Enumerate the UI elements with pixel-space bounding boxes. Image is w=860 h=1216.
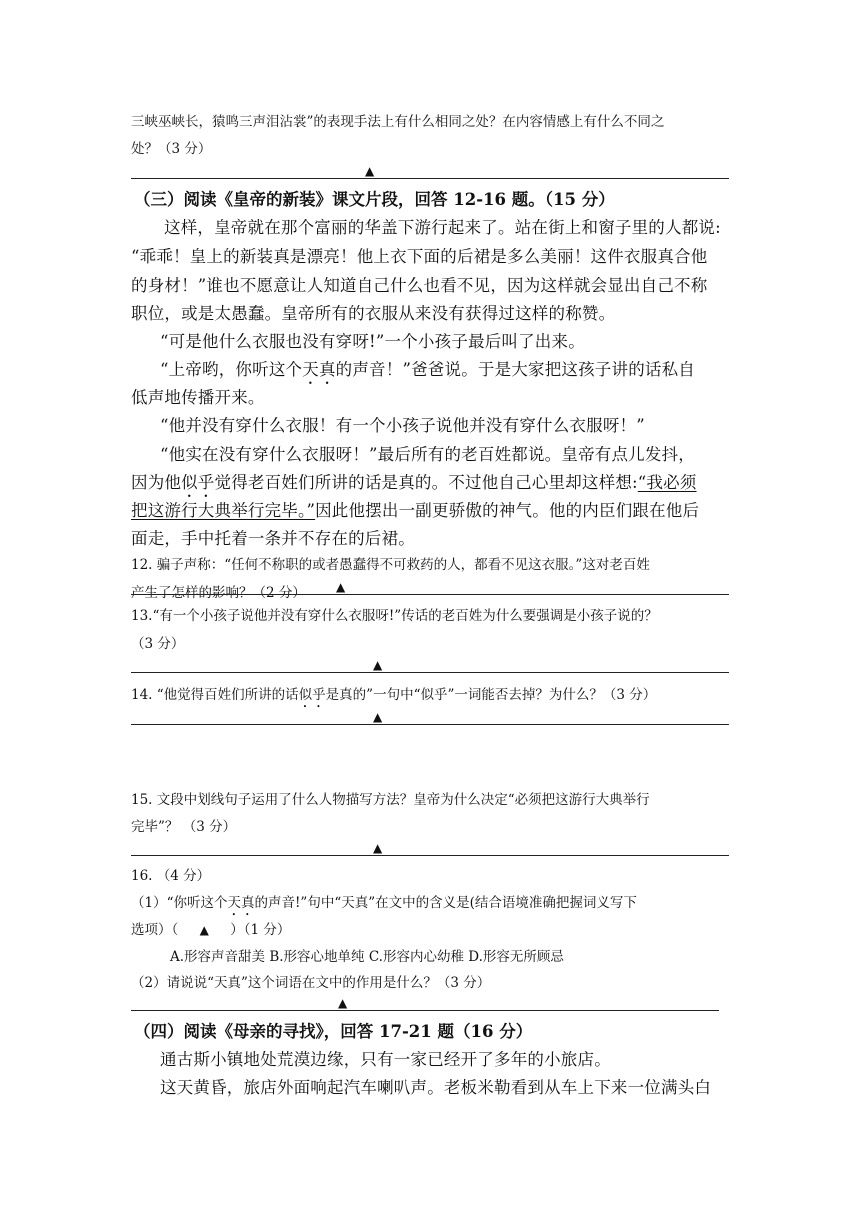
- question-text: 14. “他觉得百姓们所讲的话: [131, 687, 299, 703]
- answer-triangle-icon: ▲: [336, 580, 346, 594]
- answer-triangle-icon: ▲: [373, 841, 383, 855]
- passage-text: “上帝哟，你听这个: [160, 360, 303, 379]
- question-12-line-1: 12. 骗子声称：“任何不称职的或者愚蠢得不可救药的人，都看不见这衣服。”这对老百姓: [131, 557, 650, 573]
- answer-triangle-icon: ▲: [338, 996, 348, 1010]
- answer-triangle-icon[interactable]: ▲: [199, 923, 209, 937]
- question-12-line-2: 产生了怎样的影响？（2 分）: [131, 585, 306, 601]
- answer-triangle-icon: ▲: [373, 658, 383, 672]
- question-13-line-1: 13.“有一个小孩子说他并没有穿什么衣服呀!”传话的老百姓为什么要强调是小孩子说的？: [131, 608, 658, 624]
- passage-line: 通古斯小镇地处荒漠边缘，只有一家已经开了多年的小旅店。: [160, 1050, 611, 1069]
- answer-line[interactable]: [131, 1010, 719, 1011]
- passage-line: 这样，皇帝就在那个富丽的华盖下游行起来了。站在街上和窗子里的人都说:: [164, 218, 721, 237]
- question-16-part-1: [131, 891, 637, 919]
- section-3-heading: （三）阅读《皇帝的新装》课文片段，回答 12-16 题。（15 分）: [134, 190, 615, 209]
- passage-line: 面走，手中托着一条并不存在的后裙。: [131, 529, 415, 548]
- question-16-options: A.形容声音甜美 B.形容心地单纯 C.形容内心幼稚 D.形容无所顾忌: [170, 949, 564, 965]
- question-text: ）（1 分）: [230, 922, 291, 938]
- question-text: 的声音!”句中“天真”在文中的含义是(结合语境准确把握词义写下: [254, 895, 637, 911]
- question-16-part-2: （2）请说说“天真”这个词语在文中的作用是什么？（3 分）: [131, 975, 491, 991]
- section-4-heading: （四）阅读《母亲的寻找》，回答 17-21 题（16 分）: [134, 1022, 533, 1041]
- question-continuation-line-1: 三峡巫峡长，猿鸣三声泪沾裳”的表现手法上有什么相同之处？在内容情感上有什么不同之: [131, 114, 665, 130]
- answer-line[interactable]: [131, 672, 729, 673]
- underlined-sentence: 把这游行大典举行完毕。”: [131, 501, 316, 520]
- question-13-line-2: （3 分）: [131, 636, 185, 652]
- question-14-line: [131, 683, 656, 711]
- answer-triangle-icon: ▲: [365, 164, 375, 178]
- question-15-line-1: 15. 文段中划线句子运用了什么人物描写方法？皇帝为什么决定“必须把这游行大典举行: [131, 792, 650, 808]
- question-text: 是真的”一句中“似乎”一词能否去掉？为什么？（3 分）: [325, 687, 657, 703]
- question-15-line-2: 完毕”？ （3 分）: [131, 819, 237, 835]
- emphasized-word-tianzhen: 天真: [302, 360, 336, 379]
- passage-line: “可是他什么衣服也没有穿呀!”一个小孩子最后叫了出来。: [160, 332, 585, 351]
- passage-line: 这天黄昏，旅店外面响起汽车喇叭声。老板米勒看到从车上下来一位满头白: [160, 1078, 712, 1097]
- passage-line: “他实在没有穿什么衣服呀！”最后所有的老百姓都说。皇帝有点儿发抖，: [160, 445, 695, 464]
- answer-line[interactable]: [131, 855, 729, 856]
- passage-text: 觉得老百姓们所讲的话是真的。不过他自己心里却这样想:: [214, 473, 638, 492]
- passage-text: 因为他: [131, 473, 182, 492]
- question-text: （1）“你听这个: [131, 895, 228, 911]
- emphasized-word-sihu: 似乎: [298, 687, 326, 703]
- passage-line: 的身材！”谁也不愿意让人知道自己什么也看不见，因为这样就会显出自己不称: [131, 276, 708, 295]
- answer-triangle-icon: ▲: [373, 710, 383, 724]
- passage-text: 因此他摆出一副更骄傲的神气。他的内臣们跟在他后: [315, 501, 700, 520]
- passage-text: 的声音！”爸爸说。于是大家把这孩子讲的话私自: [335, 360, 695, 379]
- passage-line: 低声地传播开来。: [131, 388, 265, 407]
- question-continuation-line-2: 处？（3 分）: [131, 141, 212, 157]
- passage-line: “他并没有穿什么衣服！有一个小孩子说他并没有穿什么衣服呀！”: [160, 416, 645, 435]
- passage-line: “乖乖！皇上的新装真是漂亮！他上衣下面的后裙是多么美丽！这件衣服真合他: [131, 247, 708, 266]
- emphasized-word-sihu: 似乎: [181, 473, 215, 492]
- question-16-part-1-answer: [131, 918, 290, 938]
- question-16-heading: 16. （4 分）: [131, 868, 211, 884]
- answer-line[interactable]: [131, 594, 729, 595]
- answer-line[interactable]: [131, 724, 729, 725]
- question-text: 选项）（: [131, 922, 179, 938]
- emphasized-word-tianzhen: 天真: [227, 895, 255, 911]
- passage-line: 职位，或是太愚蠢。皇帝所有的衣服从来没有获得过这样的称赞。: [131, 304, 616, 323]
- underlined-sentence: “我必须: [637, 473, 697, 492]
